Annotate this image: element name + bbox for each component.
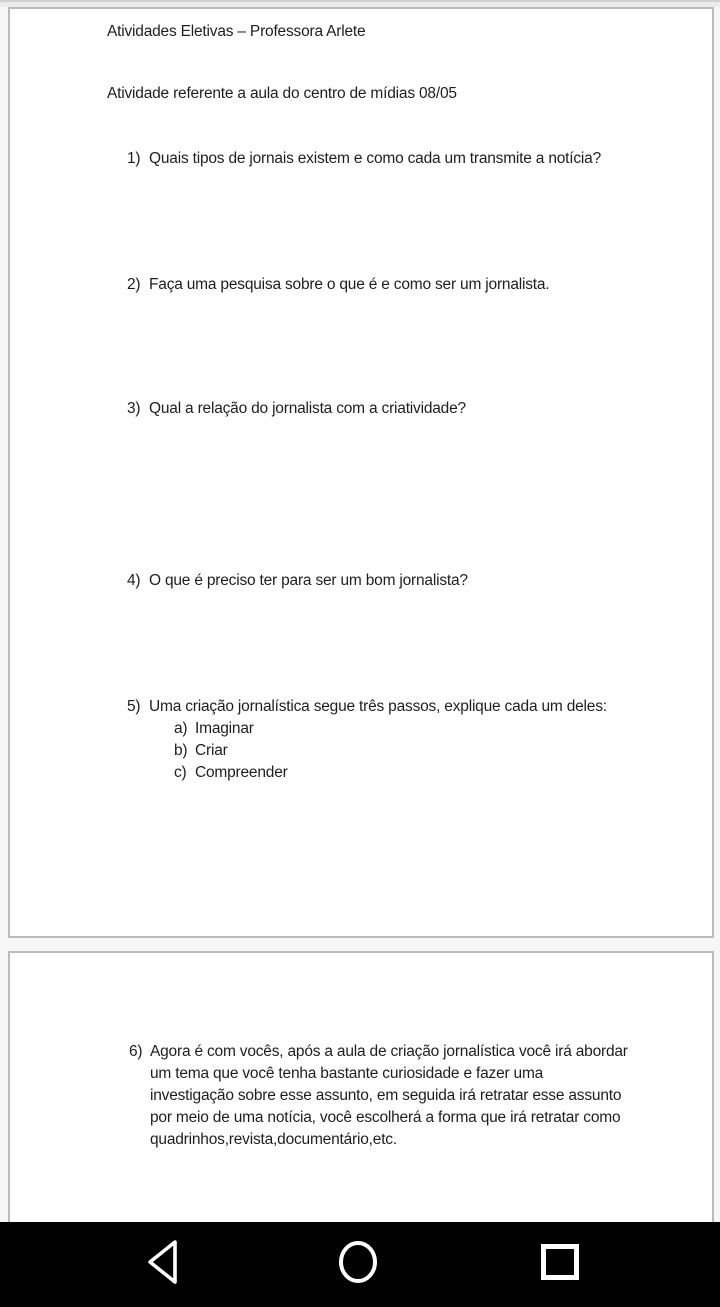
back-button[interactable] (131, 1222, 191, 1307)
recents-icon (540, 1246, 580, 1284)
question-2-number: 2) (127, 276, 141, 293)
subitem-b-text: Criar (195, 742, 228, 759)
subitem-b-letter: b) (174, 742, 188, 759)
question-5-number: 5) (127, 698, 141, 715)
question-5-text: Uma criação jornalística segue três passos, explique cada um deles: (149, 698, 607, 715)
doc-title: Atividades Eletivas – Professora Arlete (107, 23, 366, 40)
subitem-c-text: Compreender (195, 764, 288, 781)
question-1-number: 1) (127, 150, 141, 167)
home-icon (337, 1242, 379, 1288)
question-4-number: 4) (127, 572, 141, 589)
question-6-text: Agora é com vocês, após a aula de criação jornalística você irá abordar um tema que você tenha bastante curiosidade e fazer uma investigação sobre esse assunto, em seguida irá retratar esse assunto por meio de uma notícia, você escolherá a forma que irá retratar como quadrinhos,revista,documentário,etc. (150, 1043, 628, 1148)
question-1-text: Quais tipos de jornais existem e como cada um transmite a notícia? (149, 150, 602, 167)
question-2 (127, 276, 549, 294)
subitem-b (174, 742, 228, 760)
question-3 (127, 400, 466, 418)
subitem-a-letter: a) (174, 720, 188, 737)
question-6 (129, 1041, 628, 1151)
subitem-a-text: Imaginar (195, 720, 254, 737)
question-5 (127, 698, 607, 716)
android-navbar (0, 1222, 720, 1307)
question-4 (127, 572, 468, 590)
question-6-number: 6) (129, 1043, 143, 1060)
home-button[interactable] (328, 1222, 388, 1307)
page-gap-top (0, 0, 720, 7)
document-page-1 (8, 7, 714, 938)
question-2-text: Faça uma pesquisa sobre o que é e como ser um jornalista. (149, 276, 550, 293)
recents-button[interactable] (530, 1222, 590, 1307)
subitem-a (174, 720, 254, 738)
question-3-number: 3) (127, 400, 141, 417)
doc-subtitle: Atividade referente a aula do centro de mídias 08/05 (107, 85, 457, 102)
subitem-c (174, 764, 288, 782)
subitem-c-letter: c) (174, 764, 187, 781)
question-3-text: Qual a relação do jornalista com a criatividade? (149, 400, 466, 417)
back-icon (145, 1241, 178, 1289)
question-4-text: O que é preciso ter para ser um bom jornalista? (149, 572, 468, 589)
question-1 (127, 150, 601, 168)
